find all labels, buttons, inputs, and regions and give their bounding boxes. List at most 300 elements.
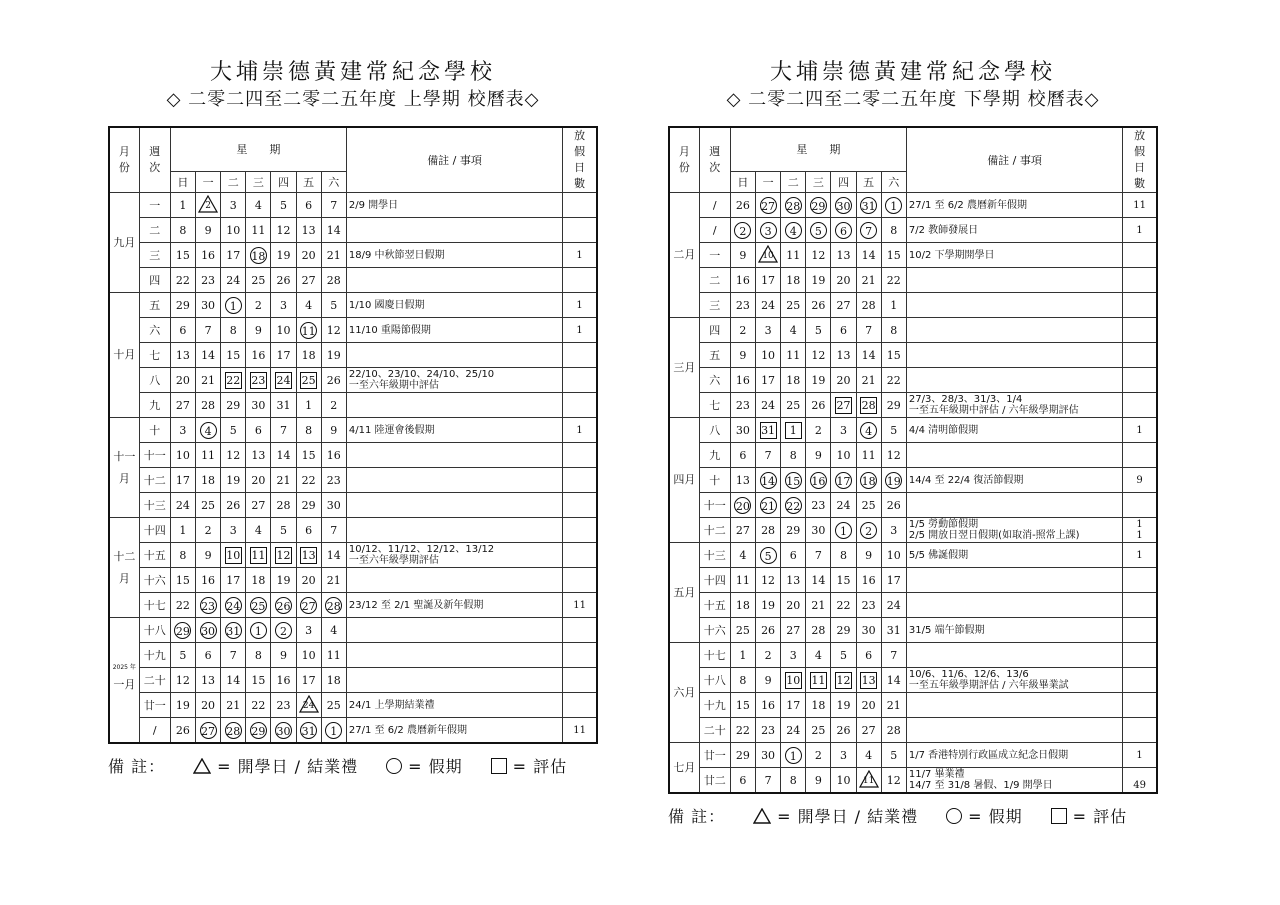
day-cell: 5 — [881, 743, 906, 768]
square-icon — [491, 758, 507, 774]
day-cell — [856, 768, 881, 794]
legend-square-text: = 評估 — [1072, 807, 1128, 826]
month-label: 二月 — [673, 248, 696, 261]
day-cell: 25 — [246, 268, 271, 293]
day-cell: 4 — [781, 318, 806, 343]
day-cell: 8 — [730, 668, 755, 693]
week-number: 十九 — [139, 643, 170, 668]
day-cell: 12 — [806, 243, 831, 268]
holiday-circle: 29 — [810, 197, 827, 214]
week-number: 十七 — [699, 643, 730, 668]
left-legend — [108, 754, 598, 777]
day-cell — [296, 318, 321, 343]
day-cell: 14 — [881, 668, 906, 693]
day-cell: 1 — [881, 293, 906, 318]
note-cell — [906, 543, 1122, 568]
week-row — [669, 468, 1157, 493]
day-cell: 4 — [246, 193, 271, 218]
day-cell: 26 — [170, 718, 195, 744]
holiday-circle: 1 — [785, 747, 802, 764]
holiday-circle: 31 — [860, 197, 877, 214]
day-cell: 23 — [806, 493, 831, 518]
day-cell: 23 — [730, 393, 755, 418]
holiday-days-value: 11 — [573, 599, 586, 611]
day-cell: 3 — [170, 418, 195, 443]
note-cell — [346, 218, 562, 243]
holiday-days-cell — [563, 418, 597, 443]
day-cell: 6 — [296, 518, 321, 543]
day-cell: 18 — [296, 343, 321, 368]
day-cell: 20 — [831, 368, 856, 393]
assessment-square: 1 — [785, 422, 802, 439]
note-cell — [906, 768, 1122, 794]
week-row — [109, 318, 597, 343]
holiday-days-cell — [1123, 293, 1157, 318]
day-cell: 10 — [271, 318, 296, 343]
school-day-triangle — [198, 195, 218, 213]
note-cell — [346, 268, 562, 293]
week-number: 十四 — [139, 518, 170, 543]
day-cell: 15 — [246, 668, 271, 693]
day-cell: 5 — [831, 643, 856, 668]
day-cell: 7 — [196, 318, 221, 343]
holiday-days-cell — [1123, 318, 1157, 343]
holiday-circle: 20 — [734, 497, 751, 514]
day-cell: 26 — [756, 618, 781, 643]
day-cell: 10 — [170, 443, 195, 468]
day-cell: 11 — [730, 568, 755, 593]
day-cell: 30 — [806, 518, 831, 543]
note-text: 1/10 國慶日假期 — [348, 299, 425, 311]
day-cell: 16 — [246, 343, 271, 368]
legend-triangle-text: = 開學日 / 結業禮 — [217, 757, 359, 776]
day-cell: 7 — [856, 318, 881, 343]
holiday-circle: 5 — [760, 547, 777, 564]
day-cell: 17 — [756, 368, 781, 393]
day-cell — [806, 218, 831, 243]
day-cell: 2 — [321, 393, 346, 418]
week-number: 四 — [139, 268, 170, 293]
day-cell: 26 — [730, 193, 755, 218]
day-cell: 11 — [781, 243, 806, 268]
week-number: 一 — [699, 243, 730, 268]
day-cell: 19 — [806, 268, 831, 293]
day-cell: 20 — [196, 693, 221, 718]
day-cell: 8 — [881, 218, 906, 243]
week-number: 六 — [139, 318, 170, 343]
holiday-days-cell — [1123, 543, 1157, 568]
holiday-days-cell — [1123, 418, 1157, 443]
month-label: 一月 — [113, 678, 136, 691]
week-number: 七 — [699, 393, 730, 418]
note-text: 4/4 清明節假期 — [908, 424, 979, 436]
day-cell — [271, 368, 296, 393]
day-cell: 29 — [221, 393, 246, 418]
day-cell: 25 — [781, 293, 806, 318]
assessment-square: 25 — [301, 373, 316, 387]
week-row — [669, 718, 1157, 743]
holiday-days-value: 1 — [576, 424, 583, 436]
day-cell: 26 — [221, 493, 246, 518]
day-cell: 11 — [246, 218, 271, 243]
day-cell: 21 — [221, 693, 246, 718]
day-cell: 16 — [730, 368, 755, 393]
day-cell — [856, 518, 881, 543]
right-calendar-table — [668, 126, 1158, 794]
day-cell: 28 — [881, 718, 906, 743]
day-cell — [756, 468, 781, 493]
week-row — [669, 243, 1157, 268]
week-row — [669, 493, 1157, 518]
week-number: 二十 — [699, 718, 730, 743]
month-label: 七月 — [673, 760, 696, 774]
triangle-day-number: 24 — [302, 700, 315, 711]
holiday-circle: 21 — [760, 497, 777, 514]
note-cell — [906, 568, 1122, 593]
day-cell — [856, 193, 881, 218]
day-cell: 17 — [221, 243, 246, 268]
day-cell: 23 — [856, 593, 881, 618]
day-cell — [196, 418, 221, 443]
day-cell: 30 — [321, 493, 346, 518]
day-cell: 15 — [170, 243, 195, 268]
weekday-header: 二 — [221, 171, 246, 192]
holiday-days-cell — [1123, 618, 1157, 643]
week-number: 七 — [139, 343, 170, 368]
day-cell: 13 — [730, 468, 755, 493]
note-cell — [906, 493, 1122, 518]
week-number: 五 — [699, 343, 730, 368]
weekday-header: 一 — [756, 171, 781, 192]
day-cell: 20 — [296, 568, 321, 593]
first-semester-panel — [108, 58, 598, 777]
day-cell: 8 — [781, 443, 806, 468]
day-cell: 28 — [196, 393, 221, 418]
day-cell: 6 — [781, 543, 806, 568]
holiday-days-cell — [563, 218, 597, 243]
day-cell: 17 — [170, 468, 195, 493]
day-cell: 18 — [781, 268, 806, 293]
day-cell — [831, 668, 856, 693]
day-cell: 7 — [756, 443, 781, 468]
day-cell: 20 — [246, 468, 271, 493]
holiday-days-cell — [563, 643, 597, 668]
day-cell: 22 — [296, 468, 321, 493]
day-cell: 3 — [271, 293, 296, 318]
day-cell: 25 — [856, 493, 881, 518]
day-cell: 8 — [296, 418, 321, 443]
week-number: 十一 — [699, 493, 730, 518]
note-cell — [346, 568, 562, 593]
day-cell: 17 — [296, 668, 321, 693]
week-row — [669, 393, 1157, 418]
week-row — [669, 743, 1157, 768]
day-cell: 24 — [831, 493, 856, 518]
day-cell: 13 — [831, 343, 856, 368]
holiday-days-cell — [1123, 518, 1157, 543]
note-text: 2/5 開放日翌日假期(如取消-照常上課) — [908, 530, 1080, 541]
holiday-circle: 14 — [760, 472, 777, 489]
holiday-days-cell — [563, 718, 597, 744]
week-number: 九 — [139, 393, 170, 418]
holiday-days-cell — [563, 493, 597, 518]
week-row — [669, 568, 1157, 593]
week-row — [109, 618, 597, 643]
day-cell: 20 — [296, 243, 321, 268]
holiday-days-cell — [563, 543, 597, 568]
day-cell — [756, 218, 781, 243]
holiday-circle: 24 — [225, 597, 242, 614]
holiday-days-cell — [1123, 593, 1157, 618]
holiday-days-cell — [1123, 193, 1157, 218]
holiday-circle: 31 — [300, 722, 317, 739]
day-cell: 7 — [806, 543, 831, 568]
day-cell — [730, 218, 755, 243]
day-cell: 30 — [196, 293, 221, 318]
day-cell — [246, 718, 271, 744]
holiday-days-cell — [563, 293, 597, 318]
week-row — [669, 668, 1157, 693]
day-cell — [321, 718, 346, 744]
day-cell: 8 — [881, 318, 906, 343]
day-cell: 5 — [170, 643, 195, 668]
weekday-header: 五 — [296, 171, 321, 192]
day-cell — [781, 218, 806, 243]
week-row — [109, 193, 597, 218]
week-number: 十八 — [699, 668, 730, 693]
day-cell: 20 — [781, 593, 806, 618]
day-cell: 14 — [321, 218, 346, 243]
day-cell: 22 — [170, 268, 195, 293]
right-school-title: 大埔崇德黃建常紀念學校 — [769, 60, 1056, 85]
day-cell: 18 — [806, 693, 831, 718]
note-cell — [346, 493, 562, 518]
day-cell: 18 — [781, 368, 806, 393]
day-cell: 12 — [271, 218, 296, 243]
day-cell: 16 — [321, 443, 346, 468]
week-number: 廿一 — [139, 693, 170, 718]
week-number: 十九 — [699, 693, 730, 718]
day-cell: 9 — [196, 543, 221, 568]
circle-icon — [946, 808, 962, 824]
holiday-days-cell — [1123, 768, 1157, 794]
note-text: 2/9 開學日 — [348, 199, 399, 211]
holiday-days-cell — [1123, 643, 1157, 668]
day-cell: 3 — [756, 318, 781, 343]
month-cell — [669, 193, 699, 318]
day-cell: 18 — [730, 593, 755, 618]
note-text: 11/7 畢業禮 — [908, 769, 965, 780]
holiday-days-value: 1 — [1136, 530, 1143, 541]
holiday-days-cell — [1123, 693, 1157, 718]
day-cell: 12 — [806, 343, 831, 368]
day-cell: 6 — [730, 768, 755, 794]
assessment-square: 12 — [836, 673, 851, 687]
holiday-days-value: 1 — [1136, 549, 1143, 561]
day-cell: 12 — [881, 443, 906, 468]
week-number: 五 — [139, 293, 170, 318]
day-cell — [296, 693, 321, 718]
day-cell: 15 — [296, 443, 321, 468]
week-row — [109, 543, 597, 568]
week-row — [669, 193, 1157, 218]
day-cell: 1 — [296, 393, 321, 418]
day-cell: 18 — [246, 568, 271, 593]
day-cell: 16 — [756, 693, 781, 718]
note-cell — [906, 743, 1122, 768]
day-cell: 18 — [196, 468, 221, 493]
day-cell: 4 — [856, 743, 881, 768]
holiday-circle: 2 — [860, 522, 877, 539]
triangle-day-number: 11 — [862, 775, 875, 786]
note-cell — [906, 268, 1122, 293]
note-cell — [346, 293, 562, 318]
month-label: 三月 — [673, 360, 696, 374]
day-cell: 28 — [856, 293, 881, 318]
day-cell: 7 — [321, 193, 346, 218]
day-cell: 30 — [756, 743, 781, 768]
day-cell: 22 — [730, 718, 755, 743]
day-cell — [781, 493, 806, 518]
day-cell — [221, 593, 246, 618]
day-cell: 12 — [221, 443, 246, 468]
week-number: 廿二 — [699, 768, 730, 794]
note-cell — [906, 718, 1122, 743]
day-cell: 5 — [221, 418, 246, 443]
note-cell — [906, 518, 1122, 543]
week-number: / — [699, 218, 730, 243]
holiday-days-cell — [563, 693, 597, 718]
day-cell — [831, 393, 856, 418]
day-cell: 16 — [271, 668, 296, 693]
week-row — [669, 218, 1157, 243]
day-cell: 6 — [831, 318, 856, 343]
day-cell: 3 — [781, 643, 806, 668]
note-cell — [346, 318, 562, 343]
right-subtitle: ◇ 二零二四至二零二五年度 下學期 校曆表◇ — [726, 89, 1100, 110]
day-cell: 21 — [856, 268, 881, 293]
day-cell: 21 — [881, 693, 906, 718]
day-cell: 19 — [831, 693, 856, 718]
day-cell: 19 — [170, 693, 195, 718]
note-text: 1/7 香港特別行政區成立紀念日假期 — [908, 749, 1069, 761]
week-number: 二 — [139, 218, 170, 243]
day-cell: 26 — [806, 393, 831, 418]
day-cell: 9 — [321, 418, 346, 443]
note-text: 5/5 佛誕假期 — [908, 549, 969, 561]
day-cell — [856, 418, 881, 443]
day-cell: 10 — [221, 218, 246, 243]
holiday-circle: 2 — [275, 622, 292, 639]
day-cell — [196, 193, 221, 218]
holiday-circle: 1 — [250, 622, 267, 639]
day-cell: 30 — [730, 418, 755, 443]
day-cell: 16 — [730, 268, 755, 293]
day-cell: 27 — [856, 718, 881, 743]
second-semester-panel — [668, 58, 1158, 827]
holiday-circle: 30 — [835, 197, 852, 214]
day-cell: 26 — [806, 293, 831, 318]
day-cell: 3 — [881, 518, 906, 543]
week-row — [109, 643, 597, 668]
week-number: 十六 — [139, 568, 170, 593]
day-cell: 9 — [730, 243, 755, 268]
legend-triangle-text: = 開學日 / 結業禮 — [777, 807, 919, 826]
holiday-days-cell — [563, 568, 597, 593]
weekday-header: 日 — [730, 171, 755, 192]
note-cell — [346, 243, 562, 268]
note-text: 10/2 下學期開學日 — [908, 249, 995, 261]
legend-square-text: = 評估 — [512, 757, 568, 776]
holiday-circle: 18 — [250, 247, 267, 264]
day-cell: 2 — [756, 643, 781, 668]
day-cell: 1 — [170, 193, 195, 218]
holiday-circle: 27 — [200, 722, 217, 739]
holiday-days-cell — [1123, 243, 1157, 268]
holiday-days-value: 1 — [576, 324, 583, 336]
week-number: 十一 — [139, 443, 170, 468]
day-cell: 14 — [856, 243, 881, 268]
week-row — [669, 368, 1157, 393]
day-cell — [271, 618, 296, 643]
month-header: 月 份 — [669, 127, 699, 193]
school-day-triangle — [859, 770, 879, 788]
day-cell: 29 — [296, 493, 321, 518]
day-cell: 24 — [881, 593, 906, 618]
holiday-circle: 4 — [785, 222, 802, 239]
week-row — [109, 568, 597, 593]
day-cell — [756, 418, 781, 443]
day-cell: 18 — [321, 668, 346, 693]
month-cell — [109, 293, 139, 418]
note-text: 一至五年級學期評估 / 六年級畢業試 — [908, 680, 1069, 691]
assessment-square: 10 — [786, 673, 801, 687]
day-cell: 13 — [781, 568, 806, 593]
day-cell: 13 — [170, 343, 195, 368]
weekday-title-header: 星 期 — [170, 127, 346, 171]
day-cell: 9 — [856, 543, 881, 568]
holiday-circle: 28 — [325, 597, 342, 614]
day-cell: 9 — [730, 343, 755, 368]
day-cell — [781, 743, 806, 768]
note-text: 27/1 至 6/2 農曆新年假期 — [348, 724, 467, 736]
day-cell: 9 — [806, 443, 831, 468]
week-number: 一 — [139, 193, 170, 218]
day-cell: 29 — [730, 743, 755, 768]
day-cell: 5 — [881, 418, 906, 443]
day-cell: 11 — [196, 443, 221, 468]
note-cell — [906, 418, 1122, 443]
note-text: 23/12 至 2/1 聖誕及新年假期 — [348, 599, 484, 611]
day-cell: 4 — [806, 643, 831, 668]
day-cell: 21 — [856, 368, 881, 393]
day-cell — [881, 193, 906, 218]
month-label: 九月 — [113, 235, 136, 249]
day-cell — [831, 468, 856, 493]
assessment-square: 23 — [251, 373, 266, 387]
day-cell: 24 — [221, 268, 246, 293]
assessment-square: 31 — [761, 423, 776, 437]
note-cell — [346, 443, 562, 468]
day-cell — [806, 193, 831, 218]
day-cell: 14 — [856, 343, 881, 368]
day-cell: 15 — [831, 568, 856, 593]
note-cell — [906, 293, 1122, 318]
note-text: 31/5 端午節假期 — [908, 624, 985, 636]
left-calendar-table — [108, 126, 598, 744]
note-cell — [346, 718, 562, 744]
day-cell: 17 — [271, 343, 296, 368]
